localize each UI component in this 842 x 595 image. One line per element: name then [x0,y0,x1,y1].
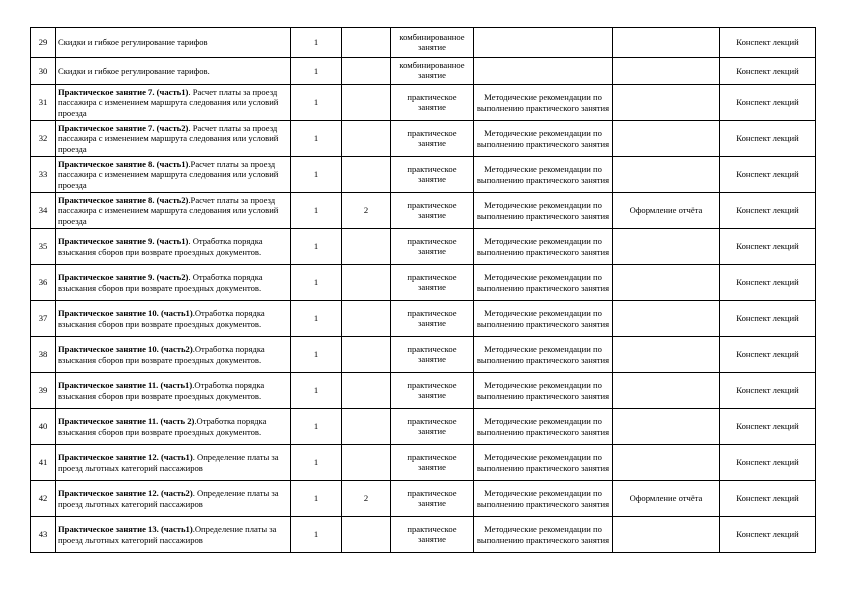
lesson-topic [56,193,291,229]
task-cell [613,265,720,301]
task-cell [613,301,720,337]
lesson-topic [56,301,291,337]
topic-text: Скидки и гибкое регулирование тарифов [58,37,208,48]
topic-text: Скидки и гибкое регулирование тарифов. [58,65,210,76]
lesson-type-cell: практическое занятие [391,481,474,517]
task-cell [613,157,720,193]
self-study-hours-cell [342,265,391,301]
self-study-hours-cell [342,157,391,193]
topic-text: .Определение платы за проезд льготных категорий пассажиров [58,524,277,545]
table-row [31,121,816,157]
topic-text: . Определение платы за проезд льготных категорий пассажиров [58,452,279,473]
table-row [31,517,816,553]
lesson-type-cell: практическое занятие [391,337,474,373]
task-cell [613,517,720,553]
self-study-hours-cell [342,337,391,373]
task-cell [613,28,720,58]
table-row [31,337,816,373]
lesson-topic [56,337,291,373]
form-cell: Конспект лекций [720,193,816,229]
self-study-hours-cell: 2 [342,193,391,229]
topic-text: .Отработка порядка взыскания сборов при возврате проездных документов. [58,380,265,401]
form-cell: Конспект лекций [720,301,816,337]
lesson-type-cell: практическое занятие [391,85,474,121]
task-cell [613,445,720,481]
hours-cell: 1 [291,337,342,373]
row-number: 42 [31,481,56,517]
hours-cell: 1 [291,517,342,553]
topic-bold-part: Практическое занятие 7. (часть1) [58,86,189,97]
materials-cell: Методические рекомендации по выполнению практического занятия [474,265,613,301]
hours-cell: 1 [291,85,342,121]
topic-text: .Расчет платы за проезд пассажира с изменением маршрута следования или условий проезда [58,158,279,190]
self-study-hours-cell [342,517,391,553]
lesson-plan-table [30,27,816,553]
row-number: 31 [31,85,56,121]
lesson-type-cell: практическое занятие [391,373,474,409]
lesson-topic [56,121,291,157]
hours-cell: 1 [291,229,342,265]
row-number: 36 [31,265,56,301]
topic-bold-part: Практическое занятие 12. (часть1) [58,452,193,463]
table-row [31,58,816,85]
self-study-hours-cell [342,121,391,157]
task-cell [613,85,720,121]
form-cell: Конспект лекций [720,373,816,409]
hours-cell: 1 [291,301,342,337]
form-cell: Конспект лекций [720,58,816,85]
row-number: 38 [31,337,56,373]
materials-cell: Методические рекомендации по выполнению практического занятия [474,337,613,373]
materials-cell: Методические рекомендации по выполнению практического занятия [474,373,613,409]
topic-text: . Определение платы за проезд льготных категорий пассажиров [58,488,279,509]
lesson-type-cell: практическое занятие [391,229,474,265]
lesson-topic [56,229,291,265]
self-study-hours-cell: 2 [342,481,391,517]
topic-text: .Отработка порядка взыскания сборов при возврате проездных документов. [58,308,265,329]
row-number: 32 [31,121,56,157]
hours-cell: 1 [291,481,342,517]
row-number: 34 [31,193,56,229]
topic-bold-part: Практическое занятие 7. (часть2) [58,122,189,133]
lesson-type-cell: практическое занятие [391,265,474,301]
topic-text: .Отработка порядка взыскания сборов при возврате проездных документов. [58,344,265,365]
table-row [31,229,816,265]
table-row [31,193,816,229]
materials-cell: Методические рекомендации по выполнению практического занятия [474,445,613,481]
row-number: 40 [31,409,56,445]
hours-cell: 1 [291,157,342,193]
lesson-topic [56,58,291,85]
hours-cell: 1 [291,121,342,157]
topic-bold-part: Практическое занятие 8. (часть2) [58,194,189,205]
table-row [31,85,816,121]
lesson-type-cell: практическое занятие [391,445,474,481]
lesson-type-cell: практическое занятие [391,121,474,157]
self-study-hours-cell [342,409,391,445]
topic-text: . Расчет платы за проезд пассажира с изменением маршрута следования или условий проезда [58,86,279,118]
materials-cell: Методические рекомендации по выполнению практического занятия [474,85,613,121]
lesson-topic [56,481,291,517]
table-row [31,445,816,481]
form-cell: Конспект лекций [720,85,816,121]
lesson-topic [56,517,291,553]
hours-cell: 1 [291,445,342,481]
topic-text: .Расчет платы за проезд пассажира с изменением маршрута следования или условий проезда [58,194,279,226]
hours-cell: 1 [291,28,342,58]
topic-text: .Отработка порядка взыскания сборов при возврате проездных документов. [58,416,267,437]
table-row [31,157,816,193]
hours-cell: 1 [291,265,342,301]
row-number: 33 [31,157,56,193]
lesson-type-cell: комбинированное занятие [391,58,474,85]
task-cell [613,409,720,445]
lesson-type-cell: практическое занятие [391,193,474,229]
table-row [31,409,816,445]
form-cell: Конспект лекций [720,481,816,517]
materials-cell: Методические рекомендации по выполнению практического занятия [474,517,613,553]
row-number: 35 [31,229,56,265]
task-cell: Оформление отчёта [613,193,720,229]
topic-text: . Расчет платы за проезд пассажира с изменением маршрута следования или условий проезда [58,122,279,154]
materials-cell: Методические рекомендации по выполнению практического занятия [474,301,613,337]
lesson-topic [56,28,291,58]
topic-bold-part: Практическое занятие 10. (часть2) [58,344,193,355]
table-row [31,301,816,337]
lesson-topic [56,373,291,409]
form-cell: Конспект лекций [720,517,816,553]
materials-cell [474,58,613,85]
row-number: 29 [31,28,56,58]
self-study-hours-cell [342,373,391,409]
row-number: 43 [31,517,56,553]
lesson-type-cell: комбинированное занятие [391,28,474,58]
row-number: 41 [31,445,56,481]
hours-cell: 1 [291,193,342,229]
self-study-hours-cell [342,85,391,121]
materials-cell: Методические рекомендации по выполнению практического занятия [474,229,613,265]
materials-cell: Методические рекомендации по выполнению практического занятия [474,481,613,517]
topic-bold-part: Практическое занятие 12. (часть2) [58,488,193,499]
task-cell [613,229,720,265]
form-cell: Конспект лекций [720,265,816,301]
topic-bold-part: Практическое занятие 10. (часть1) [58,308,193,319]
lesson-type-cell: практическое занятие [391,157,474,193]
materials-cell [474,28,613,58]
topic-bold-part: Практическое занятие 8. (часть1) [58,158,189,169]
materials-cell: Методические рекомендации по выполнению практического занятия [474,121,613,157]
table-row [31,373,816,409]
topic-bold-part: Практическое занятие 9. (часть1) [58,236,189,247]
topic-text: . Отработка порядка взыскания сборов при возврате проездных документов. [58,236,263,257]
form-cell: Конспект лекций [720,157,816,193]
lesson-topic [56,409,291,445]
self-study-hours-cell [342,229,391,265]
materials-cell: Методические рекомендации по выполнению практического занятия [474,409,613,445]
task-cell: Оформление отчёта [613,481,720,517]
topic-bold-part: Практическое занятие 11. (часть1) [58,380,193,391]
form-cell: Конспект лекций [720,409,816,445]
topic-bold-part: Практическое занятие 11. (часть 2) [58,416,195,427]
lesson-topic [56,445,291,481]
row-number: 39 [31,373,56,409]
materials-cell: Методические рекомендации по выполнению практического занятия [474,157,613,193]
topic-text: . Отработка порядка взыскания сборов при возврате проездных документов. [58,272,263,293]
hours-cell: 1 [291,58,342,85]
task-cell [613,337,720,373]
form-cell: Конспект лекций [720,28,816,58]
materials-cell: Методические рекомендации по выполнению практического занятия [474,193,613,229]
hours-cell: 1 [291,409,342,445]
self-study-hours-cell [342,445,391,481]
topic-bold-part: Практическое занятие 9. (часть2) [58,272,189,283]
lesson-type-cell: практическое занятие [391,517,474,553]
self-study-hours-cell [342,58,391,85]
form-cell: Конспект лекций [720,229,816,265]
lesson-topic [56,85,291,121]
row-number: 30 [31,58,56,85]
task-cell [613,121,720,157]
task-cell [613,373,720,409]
lesson-topic [56,265,291,301]
task-cell [613,58,720,85]
lesson-type-cell: практическое занятие [391,409,474,445]
form-cell: Конспект лекций [720,337,816,373]
form-cell: Конспект лекций [720,121,816,157]
row-number: 37 [31,301,56,337]
self-study-hours-cell [342,301,391,337]
self-study-hours-cell [342,28,391,58]
topic-bold-part: Практическое занятие 13. (часть1) [58,524,193,535]
table-row [31,265,816,301]
lesson-topic [56,157,291,193]
table-row [31,28,816,58]
hours-cell: 1 [291,373,342,409]
table-body [31,28,816,553]
lesson-type-cell: практическое занятие [391,301,474,337]
table-row [31,481,816,517]
form-cell: Конспект лекций [720,445,816,481]
